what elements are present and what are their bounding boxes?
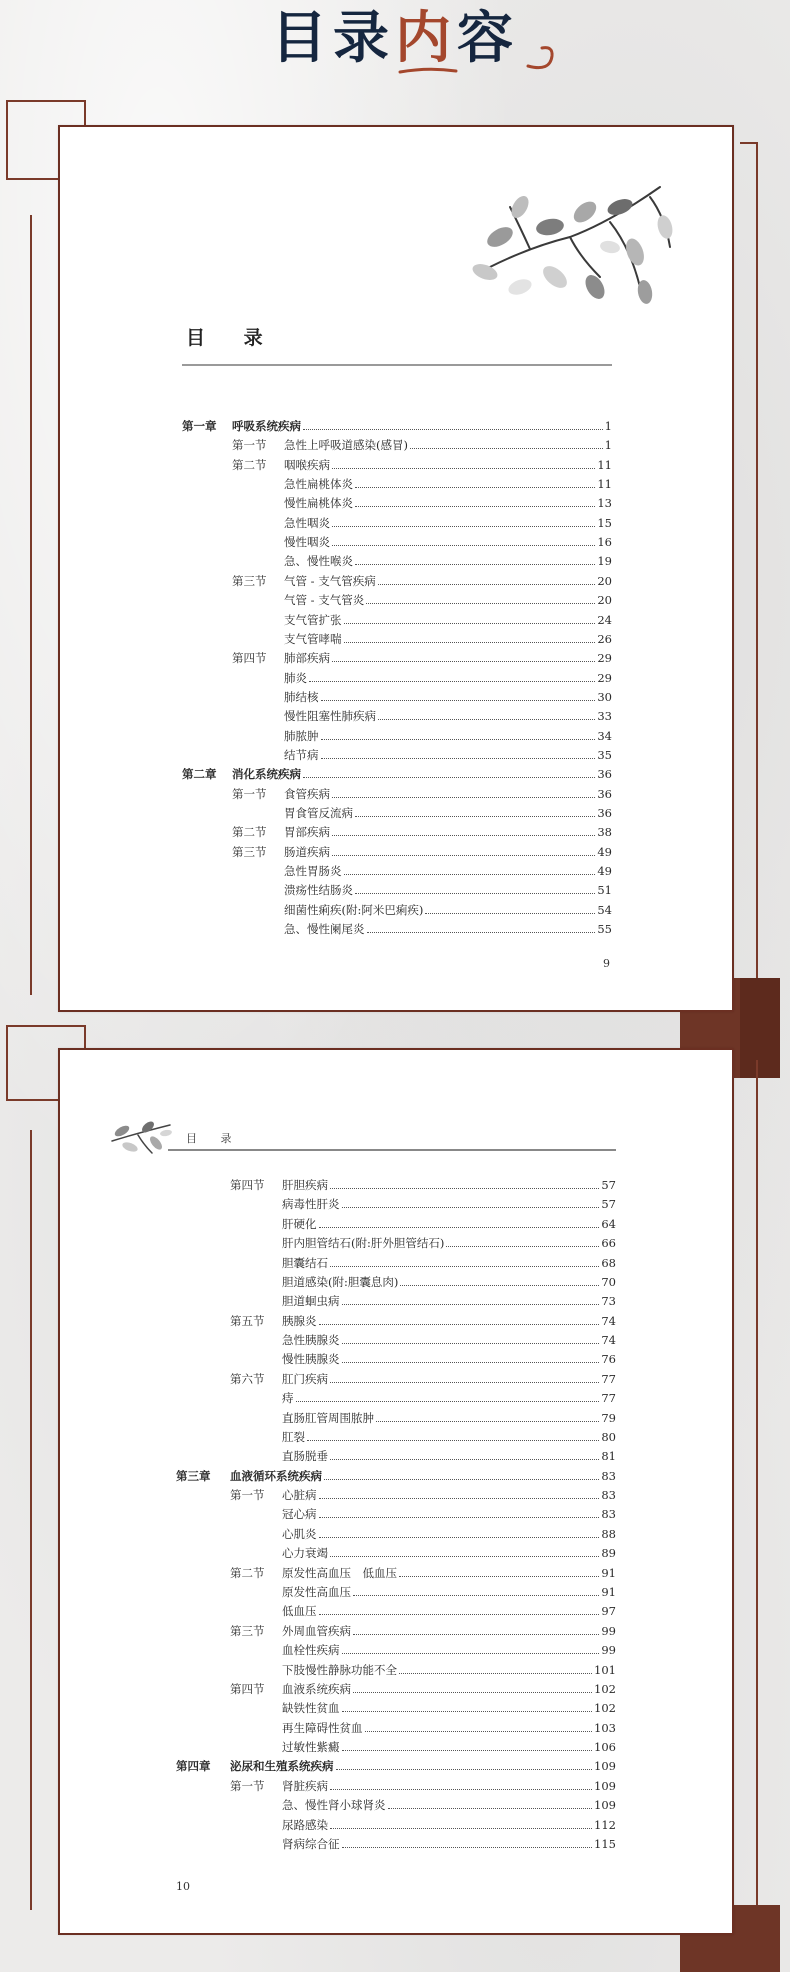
dot-leader xyxy=(400,1285,599,1286)
frame-line-right-1 xyxy=(756,142,758,1002)
toc-entry-title: 慢性阻塞性肺疾病 xyxy=(284,709,376,724)
toc-entry-page: 99 xyxy=(601,1643,616,1658)
toc-entry-title: 肝硬化 xyxy=(282,1216,317,1231)
dot-leader xyxy=(330,1459,599,1460)
header xyxy=(0,0,790,90)
toc-entry[interactable] xyxy=(282,1372,616,1386)
toc-entry[interactable] xyxy=(282,1430,616,1444)
toc-entry-title: 慢性胰腺炎 xyxy=(282,1352,340,1367)
toc-entry-title: 缺铁性贫血 xyxy=(282,1701,340,1716)
toc-entry-title: 病毒性肝炎 xyxy=(282,1197,340,1212)
toc-entry-title: 低血压 xyxy=(282,1604,317,1619)
book-page-2 xyxy=(58,1048,734,1935)
toc-entry-page: 70 xyxy=(601,1274,616,1289)
dot-leader xyxy=(366,603,595,604)
leaf-branch-icon xyxy=(460,177,676,309)
toc-entry-title: 肾病综合征 xyxy=(282,1836,340,1851)
toc-entry[interactable] xyxy=(284,554,612,568)
dot-leader xyxy=(330,1556,599,1557)
toc-entry[interactable] xyxy=(284,496,612,510)
toc-entry-title: 呼吸系统疾病 xyxy=(232,419,301,433)
toc-entry-title: 血栓性疾病 xyxy=(282,1643,340,1658)
toc-entry-title: 急、慢性喉炎 xyxy=(284,554,353,569)
toc-entry-page: 83 xyxy=(601,1507,616,1522)
dot-leader xyxy=(353,1692,592,1693)
toc-entry[interactable] xyxy=(282,1837,616,1851)
toc-entry-title: 原发性高血压 低血压 xyxy=(282,1565,397,1580)
toc-entry-page: 102 xyxy=(594,1681,616,1696)
toc-entry[interactable] xyxy=(282,1798,616,1812)
dot-leader xyxy=(342,1711,593,1712)
toc-entry[interactable] xyxy=(284,883,612,897)
running-head-rule xyxy=(168,1149,616,1151)
toc-entry-page: 36 xyxy=(597,767,612,782)
dot-leader xyxy=(330,1188,599,1189)
dot-leader xyxy=(332,545,595,546)
dot-leader xyxy=(332,661,595,662)
dot-leader xyxy=(353,1634,599,1635)
toc-entry-page: 79 xyxy=(601,1410,616,1425)
dot-leader xyxy=(355,816,595,817)
toc-entry[interactable] xyxy=(284,593,612,607)
toc-entry-page: 11 xyxy=(597,457,612,472)
toc-entry-page: 1 xyxy=(604,419,612,433)
toc-entry-title: 胰腺炎 xyxy=(282,1313,317,1328)
dot-leader xyxy=(332,526,595,527)
title-highlight: 内 xyxy=(395,5,457,71)
toc-entry[interactable] xyxy=(284,690,612,704)
dot-leader xyxy=(303,429,603,430)
toc-entry[interactable] xyxy=(282,1604,616,1618)
toc-entry[interactable] xyxy=(282,1721,616,1735)
toc-entry-page: 101 xyxy=(594,1662,616,1677)
toc-entry[interactable] xyxy=(232,767,612,781)
dot-leader xyxy=(355,893,595,894)
section-number: 第一节 xyxy=(230,1778,265,1793)
toc-entry[interactable] xyxy=(282,1682,616,1696)
toc-entry-page: 102 xyxy=(594,1701,616,1716)
toc-entry[interactable] xyxy=(282,1643,616,1657)
toc-entry[interactable] xyxy=(282,1546,616,1560)
section-number: 第二节 xyxy=(232,457,267,472)
toc-entry-page: 109 xyxy=(594,1798,616,1813)
toc-entry[interactable] xyxy=(284,903,612,917)
toc-entry-title: 肺结核 xyxy=(284,689,319,704)
running-head: 目 录 xyxy=(186,1132,242,1145)
toc-entry[interactable] xyxy=(282,1740,616,1754)
toc-entry-title: 肛门疾病 xyxy=(282,1371,328,1386)
dot-leader xyxy=(399,1576,599,1577)
toc-entry-title: 急性咽炎 xyxy=(284,515,330,530)
toc-entry[interactable] xyxy=(284,845,612,859)
frame-line-left-2 xyxy=(30,1130,32,1910)
dot-leader xyxy=(330,1789,592,1790)
dot-leader xyxy=(425,913,595,914)
chapter-number: 第二章 xyxy=(182,767,217,782)
dot-leader xyxy=(355,564,595,565)
dot-leader xyxy=(319,1498,600,1499)
dot-leader xyxy=(319,1517,600,1518)
toc-entry-title: 慢性扁桃体炎 xyxy=(284,496,353,511)
toc-entry-title: 气管 - 支气管疾病 xyxy=(284,573,376,588)
toc-entry-page: 49 xyxy=(597,864,612,879)
toc-entry-title: 胆囊结石 xyxy=(282,1255,328,1270)
toc-entry-page: 80 xyxy=(601,1429,616,1444)
toc-entry-page: 64 xyxy=(601,1216,616,1231)
toc-entry-title: 胆道蛔虫病 xyxy=(282,1294,340,1309)
dot-leader xyxy=(378,584,596,585)
dot-leader xyxy=(355,487,595,488)
toc-entry-page: 109 xyxy=(594,1759,616,1774)
dot-leader xyxy=(336,1769,593,1770)
section-number: 第三节 xyxy=(230,1623,265,1638)
toc-entry[interactable] xyxy=(230,1759,616,1773)
toc-entry-title: 痔 xyxy=(282,1391,294,1406)
section-number: 第四节 xyxy=(230,1178,265,1192)
small-leaf-branch-icon xyxy=(108,1115,174,1157)
toc-entry[interactable] xyxy=(284,748,612,762)
toc-entry[interactable] xyxy=(282,1527,616,1541)
toc-entry-title: 尿路感染 xyxy=(282,1817,328,1832)
toc-entry-title: 血液循环系统疾病 xyxy=(230,1468,322,1483)
toc-entry[interactable] xyxy=(282,1488,616,1502)
dot-leader xyxy=(324,1479,599,1480)
toc-entry-page: 97 xyxy=(601,1604,616,1619)
dot-leader xyxy=(376,1421,599,1422)
dot-leader xyxy=(353,1595,599,1596)
toc-entry-page: 20 xyxy=(597,573,612,588)
toc-entry-page: 68 xyxy=(601,1255,616,1270)
toc-entry-page: 35 xyxy=(597,747,612,762)
book-page-1 xyxy=(58,125,734,1012)
toc-entry-page: 81 xyxy=(601,1449,616,1464)
title-part-2: 容 xyxy=(457,5,519,71)
toc-heading-rule xyxy=(182,364,612,366)
toc-entry-title: 肺脓肿 xyxy=(284,728,319,743)
toc-entry-page: 57 xyxy=(601,1178,616,1192)
toc-entry[interactable] xyxy=(284,438,612,452)
toc-entry-title: 结节病 xyxy=(284,747,319,762)
dot-leader xyxy=(319,1324,600,1325)
dot-leader xyxy=(388,1808,593,1809)
dot-leader xyxy=(319,1537,600,1538)
dot-leader xyxy=(410,448,603,449)
dot-leader xyxy=(342,1653,600,1654)
dot-leader xyxy=(303,777,595,778)
toc-entry[interactable] xyxy=(284,806,612,820)
toc-entry-page: 88 xyxy=(601,1526,616,1541)
toc-entry-title: 急、慢性阑尾炎 xyxy=(284,922,365,937)
toc-entry-title: 心脏病 xyxy=(282,1488,317,1503)
toc-entry-title: 肛裂 xyxy=(282,1429,305,1444)
section-number: 第六节 xyxy=(230,1371,265,1386)
toc-entry[interactable] xyxy=(282,1566,616,1580)
dot-leader xyxy=(342,1304,600,1305)
toc-entry[interactable] xyxy=(284,477,612,491)
toc-entry-page: 13 xyxy=(597,496,612,511)
toc-entry-title: 肺部疾病 xyxy=(284,651,330,666)
toc-entry[interactable] xyxy=(284,613,612,627)
toc-entry[interactable] xyxy=(282,1352,616,1366)
dot-leader xyxy=(446,1246,599,1247)
toc-entry-page: 29 xyxy=(597,670,612,685)
toc-entry[interactable] xyxy=(284,825,612,839)
dot-leader xyxy=(378,719,595,720)
toc-entry[interactable] xyxy=(282,1663,616,1677)
toc-entry[interactable] xyxy=(284,458,612,472)
section-number: 第四节 xyxy=(232,651,267,666)
toc-entry-page: 19 xyxy=(597,554,612,569)
toc-entry[interactable] xyxy=(284,787,612,801)
brush-accent-icon xyxy=(398,66,458,76)
toc-entry[interactable] xyxy=(282,1411,616,1425)
toc-entry-page: 24 xyxy=(597,612,612,627)
toc-entry-page: 83 xyxy=(601,1488,616,1503)
toc-entry[interactable] xyxy=(284,709,612,723)
toc-entry-page: 103 xyxy=(594,1720,616,1735)
section-number: 第三节 xyxy=(232,844,267,859)
toc-entry[interactable] xyxy=(230,1469,616,1483)
toc-entry-page: 74 xyxy=(601,1333,616,1348)
dot-leader xyxy=(342,1207,600,1208)
toc-entry-title: 急性胰腺炎 xyxy=(282,1333,340,1348)
toc-entry-page: 57 xyxy=(601,1197,616,1212)
toc-entry[interactable] xyxy=(284,922,612,936)
toc-entry-page: 73 xyxy=(601,1294,616,1309)
toc-entry[interactable] xyxy=(282,1624,616,1638)
toc-entry[interactable] xyxy=(284,671,612,685)
dot-leader xyxy=(332,855,595,856)
frame-line-right-2 xyxy=(756,1060,758,1940)
toc-entry[interactable] xyxy=(282,1178,616,1192)
toc-entry-title: 胆道感染(附:胆囊息肉) xyxy=(282,1274,399,1289)
toc-entry[interactable] xyxy=(282,1217,616,1231)
brown-block-1b xyxy=(740,978,780,1078)
toc-entry-page: 106 xyxy=(594,1740,616,1755)
toc-entry-title: 过敏性紫癜 xyxy=(282,1740,340,1755)
dot-leader xyxy=(342,1362,600,1363)
toc-entry-title: 消化系统疾病 xyxy=(232,767,301,782)
toc-entry-page: 26 xyxy=(597,631,612,646)
toc-entry-title: 肠道疾病 xyxy=(284,844,330,859)
toc-entry[interactable] xyxy=(284,651,612,665)
toc-entry-title: 食管疾病 xyxy=(284,786,330,801)
chapter-number: 第三章 xyxy=(176,1468,211,1483)
toc-entry[interactable] xyxy=(282,1818,616,1832)
toc-entry-title: 心力衰竭 xyxy=(282,1546,328,1561)
toc-entry[interactable] xyxy=(282,1333,616,1347)
dot-leader xyxy=(367,932,596,933)
toc-entry[interactable] xyxy=(284,535,612,549)
toc-entry[interactable] xyxy=(282,1507,616,1521)
toc-entry-page: 76 xyxy=(601,1352,616,1367)
dot-leader xyxy=(342,1343,600,1344)
toc-entry-page: 77 xyxy=(601,1371,616,1386)
toc-entry-title: 再生障碍性贫血 xyxy=(282,1720,363,1735)
toc-entry[interactable] xyxy=(284,632,612,646)
dot-leader xyxy=(344,642,596,643)
toc-entry-title: 肝内胆管结石(附:肝外胆管结石) xyxy=(282,1236,445,1251)
toc-entry-title: 气管 - 支气管炎 xyxy=(284,593,365,608)
section-number: 第一节 xyxy=(232,786,267,801)
toc-entry-title: 肝胆疾病 xyxy=(282,1178,328,1192)
toc-entry-title: 急、慢性肾小球肾炎 xyxy=(282,1798,386,1813)
toc-entry-page: 11 xyxy=(597,477,612,492)
toc-entry-page: 29 xyxy=(597,651,612,666)
toc-entry-page: 1 xyxy=(604,438,612,453)
toc-entry-page: 16 xyxy=(597,535,612,550)
toc-entry-page: 20 xyxy=(597,593,612,608)
toc-entry-page: 66 xyxy=(601,1236,616,1251)
dot-leader xyxy=(365,1731,593,1732)
toc-entry-title: 原发性高血压 xyxy=(282,1584,351,1599)
dot-leader xyxy=(330,1828,592,1829)
dot-leader xyxy=(330,1266,599,1267)
toc-entry[interactable] xyxy=(282,1236,616,1250)
toc-entry-title: 胃部疾病 xyxy=(284,825,330,840)
toc-entry[interactable] xyxy=(282,1314,616,1328)
toc-entry-title: 急性胃肠炎 xyxy=(284,864,342,879)
dot-leader xyxy=(296,1401,600,1402)
dot-leader xyxy=(319,1614,600,1615)
dot-leader xyxy=(319,1227,600,1228)
toc-entry-page: 74 xyxy=(601,1313,616,1328)
toc-entry-title: 溃疡性结肠炎 xyxy=(284,883,353,898)
toc-entry-page: 115 xyxy=(594,1836,616,1851)
toc-entry[interactable] xyxy=(284,574,612,588)
toc-entry-title: 冠心病 xyxy=(282,1507,317,1522)
dot-leader xyxy=(321,758,596,759)
dot-leader xyxy=(332,797,595,798)
toc-entry-page: 109 xyxy=(594,1778,616,1793)
toc-entry-title: 血液系统疾病 xyxy=(282,1681,351,1696)
toc-entry-title: 胃食管反流病 xyxy=(284,806,353,820)
toc-entry-page: 34 xyxy=(597,728,612,743)
dot-leader xyxy=(321,739,596,740)
toc-entry-page: 112 xyxy=(594,1817,616,1832)
toc-entry-page: 38 xyxy=(597,825,612,840)
toc-entry[interactable] xyxy=(282,1275,616,1289)
toc-entry-page: 55 xyxy=(597,922,612,937)
toc-entry[interactable] xyxy=(282,1391,616,1405)
toc-entry-title: 直肠脱垂 xyxy=(282,1449,328,1464)
toc-entry-title: 肺炎 xyxy=(284,670,307,685)
toc-entry-page: 36 xyxy=(597,806,612,820)
dot-leader xyxy=(342,1847,593,1848)
toc-entry[interactable] xyxy=(284,864,612,878)
dot-leader xyxy=(332,835,595,836)
toc-entry-page: 77 xyxy=(601,1391,616,1406)
toc-entry-page: 36 xyxy=(597,786,612,801)
frame-line-left-1 xyxy=(30,215,32,995)
section-number: 第一节 xyxy=(230,1488,265,1503)
toc-entry-page: 51 xyxy=(597,883,612,898)
toc-entry-title: 心肌炎 xyxy=(282,1526,317,1541)
toc-entry-page: 83 xyxy=(601,1468,616,1483)
page-title xyxy=(0,0,790,74)
toc-entry[interactable] xyxy=(282,1449,616,1463)
toc-entry-title: 慢性咽炎 xyxy=(284,535,330,550)
frame-line-right-1b xyxy=(740,142,758,144)
toc-entry-title: 支气管哮喘 xyxy=(284,631,342,646)
toc-entry[interactable] xyxy=(282,1197,616,1211)
chapter-number: 第四章 xyxy=(176,1759,211,1774)
section-number: 第四节 xyxy=(230,1681,265,1696)
toc-entry-title: 细菌性痢疾(附:阿米巴痢疾) xyxy=(284,902,424,917)
section-number: 第三节 xyxy=(232,573,267,588)
title-part-1: 目录 xyxy=(271,5,395,71)
toc-entry-title: 直肠肛管周围脓肿 xyxy=(282,1410,374,1425)
swirl-accent-icon xyxy=(520,36,560,76)
toc-entry-title: 下肢慢性静脉功能不全 xyxy=(282,1662,397,1677)
toc-entry-title: 急性上呼吸道感染(感冒) xyxy=(284,438,408,453)
toc-entry-title: 支气管扩张 xyxy=(284,612,342,627)
section-number: 第二节 xyxy=(232,825,267,840)
dot-leader xyxy=(332,468,595,469)
dot-leader xyxy=(355,506,595,507)
toc-entry-page: 33 xyxy=(597,709,612,724)
toc-heading: 目 录 xyxy=(186,327,279,349)
dot-leader xyxy=(399,1673,592,1674)
toc-entry-page: 91 xyxy=(601,1565,616,1580)
section-number: 第二节 xyxy=(230,1565,265,1580)
toc-entry-page: 89 xyxy=(601,1546,616,1561)
dot-leader xyxy=(344,623,596,624)
page-number: 9 xyxy=(603,957,610,970)
toc-entry[interactable] xyxy=(282,1779,616,1793)
toc-entry[interactable] xyxy=(284,729,612,743)
toc-entry-title: 急性扁桃体炎 xyxy=(284,477,353,492)
toc-entry[interactable] xyxy=(282,1701,616,1715)
dot-leader xyxy=(309,681,595,682)
toc-entry-title: 肾脏疾病 xyxy=(282,1778,328,1793)
toc-entry[interactable] xyxy=(232,419,612,433)
chapter-number: 第一章 xyxy=(182,419,217,433)
toc-entry-title: 外周血管疾病 xyxy=(282,1623,351,1638)
section-number: 第五节 xyxy=(230,1313,265,1328)
dot-leader xyxy=(344,874,596,875)
toc-entry-page: 15 xyxy=(597,515,612,530)
toc-entry-title: 咽喉疾病 xyxy=(284,457,330,472)
toc-entry-title: 泌尿和生殖系统疾病 xyxy=(230,1759,334,1774)
page-number: 10 xyxy=(176,1880,190,1893)
section-number: 第一节 xyxy=(232,438,267,453)
toc-entry[interactable] xyxy=(282,1294,616,1308)
toc-entry[interactable] xyxy=(282,1585,616,1599)
dot-leader xyxy=(321,700,596,701)
toc-entry-page: 30 xyxy=(597,689,612,704)
dot-leader xyxy=(342,1750,593,1751)
toc-entry[interactable] xyxy=(282,1256,616,1270)
toc-entry-page: 91 xyxy=(601,1584,616,1599)
dot-leader xyxy=(307,1440,599,1441)
dot-leader xyxy=(330,1382,599,1383)
toc-entry-page: 49 xyxy=(597,844,612,859)
toc-entry[interactable] xyxy=(284,516,612,530)
toc-entry-page: 99 xyxy=(601,1623,616,1638)
toc-entry-page: 54 xyxy=(597,902,612,917)
